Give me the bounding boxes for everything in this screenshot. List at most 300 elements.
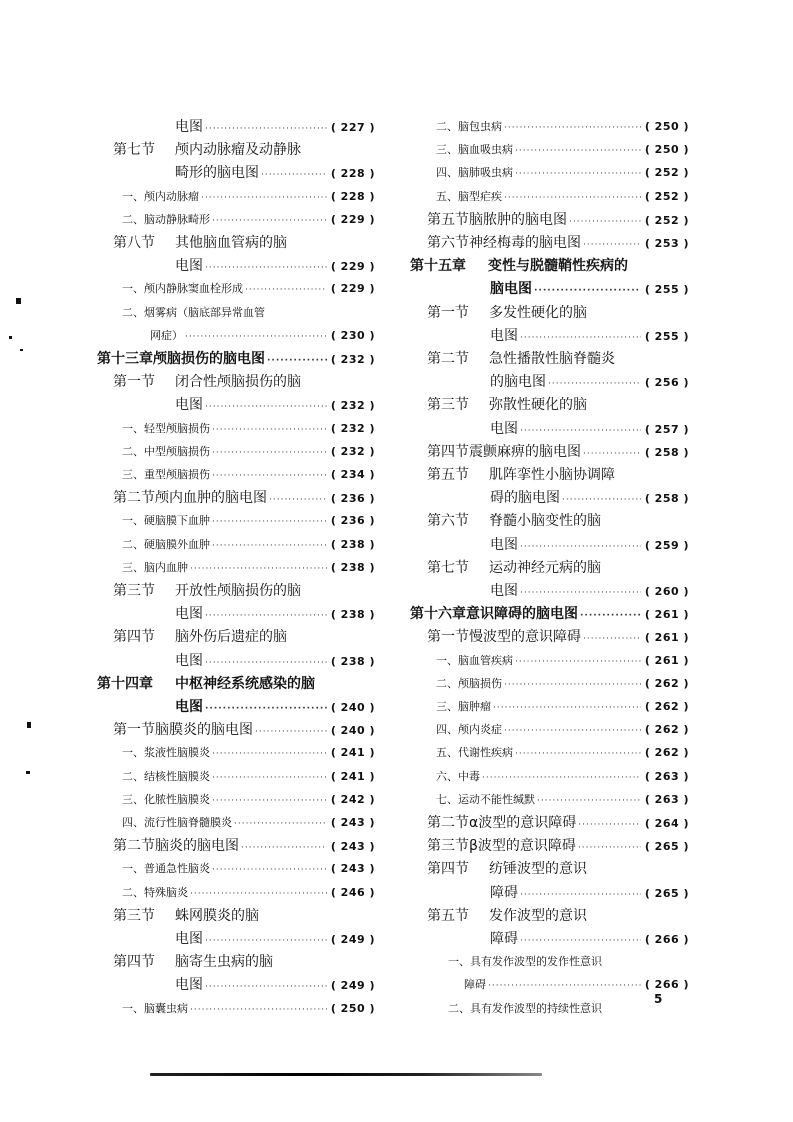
toc-leader-dots [212, 466, 327, 486]
toc-entry-title: 一、颅内静脉窦血栓形成 [122, 282, 243, 296]
toc-entry [427, 233, 689, 253]
toc-leader-dots [205, 258, 327, 278]
toc-page-ref: ( 250 ) [644, 120, 689, 133]
toc-entry [122, 303, 375, 323]
toc-entry-title: 三、脑内血肿 [122, 560, 188, 574]
toc-page-ref: ( 263 ) [644, 769, 689, 783]
toc-entry-title: 电图 [490, 536, 518, 553]
toc-page-ref: ( 253 ) [644, 237, 689, 250]
toc-entry-label: 第七节 [427, 559, 469, 576]
toc-entry-title: 多发性硬化的脑 [489, 304, 587, 321]
toc-entry [436, 743, 689, 763]
toc-entry-title: 震颤麻痹的脑电图 [469, 443, 581, 460]
toc-entry-title: 二、硬脑膜外血肿 [122, 537, 210, 551]
toc-page-ref: ( 242 ) [330, 792, 375, 806]
toc-page-ref: ( 250 ) [330, 1001, 375, 1015]
toc-entry [175, 975, 375, 995]
toc-page-ref: ( 236 ) [330, 514, 375, 528]
toc-page-ref: ( 257 ) [644, 422, 689, 436]
toc-leader-dots [212, 744, 327, 764]
toc-leader-dots [515, 744, 641, 764]
toc-leader-dots [504, 675, 641, 695]
toc-entry-title: 电图 [175, 699, 203, 715]
toc-entry [436, 697, 689, 717]
toc-entry-label: 第二节 [113, 838, 155, 855]
toc-page-ref: ( 241 ) [330, 769, 375, 783]
toc-page-ref: ( 250 ) [644, 143, 689, 157]
toc-entry-label: 第六节 [427, 235, 469, 251]
toc-entry [122, 442, 375, 462]
toc-entry-title: 一、脑血管疾病 [436, 653, 513, 667]
toc-entry-title: 颅脑损伤的脑电图 [153, 351, 265, 367]
toc-entry [490, 535, 689, 555]
toc-entry-title: 电图 [490, 583, 518, 599]
toc-leader-dots [185, 327, 327, 347]
toc-page-ref: ( 256 ) [644, 376, 689, 390]
toc-page-ref: ( 260 ) [644, 585, 689, 598]
toc-entry-title: 二、脑包虫病 [436, 120, 502, 133]
toc-entry-title: 畸形的脑电图 [175, 165, 259, 182]
toc-leader-dots [534, 281, 641, 301]
scan-speck [26, 771, 30, 774]
toc-leader-dots [515, 141, 641, 161]
toc-entry [175, 697, 375, 717]
toc-leader-dots [212, 443, 327, 463]
toc-leader-dots [548, 374, 641, 394]
toc-entry-label: 第一节 [113, 374, 155, 391]
toc-entry-title: 三、化脓性脑膜炎 [122, 792, 210, 806]
toc-leader-dots [520, 583, 641, 603]
toc-entry [436, 651, 689, 671]
toc-entry-title: 三、脑肿瘤 [436, 700, 491, 713]
toc-entry-title: 二、特殊脑炎 [122, 885, 188, 899]
toc-page-ref: ( 229 ) [330, 260, 375, 274]
toc-entry-title: 发作波型的意识 [489, 907, 587, 924]
toc-entry-label: 第一节 [427, 304, 469, 321]
toc-entry-label: 第十五章 [410, 258, 466, 275]
toc-leader-dots [205, 699, 327, 719]
toc-page-ref: ( 266 ) [644, 933, 689, 946]
toc-page-ref: ( 252 ) [644, 213, 689, 227]
toc-entry-label: 第三节 [113, 907, 155, 924]
toc-entry-title: 二、烟雾病（脑底部异常血管 [122, 305, 265, 319]
toc-entry-title: 脑电图 [490, 281, 532, 298]
toc-entry [436, 117, 689, 137]
toc-page-ref: ( 258 ) [644, 492, 689, 506]
toc-page-ref: ( 236 ) [330, 492, 375, 506]
toc-leader-dots [205, 653, 327, 673]
toc-entry-title: 二、中型颅脑损伤 [122, 444, 210, 458]
toc-leader-dots [267, 351, 327, 371]
toc-entry-title: 障碍 [490, 931, 518, 947]
toc-page-ref: ( 238 ) [330, 560, 375, 574]
toc-page-ref: ( 232 ) [330, 353, 375, 366]
toc-entry-label: 第五节 [427, 907, 469, 924]
toc-entry-title: 网症） [150, 328, 183, 342]
toc-entry [175, 604, 375, 624]
toc-entry-label: 第二节 [113, 490, 155, 507]
toc-entry-label: 第二节 [427, 351, 469, 367]
toc-entry [122, 883, 375, 903]
toc-leader-dots [190, 884, 327, 904]
toc-entry-title: 脑膜炎的脑电图 [155, 722, 253, 739]
toc-entry-title: 中枢神经系统感染的脑 [175, 675, 315, 692]
toc-leader-dots [205, 977, 327, 997]
toc-entry-title: 其他脑血管病的脑 [175, 235, 287, 251]
toc-leader-dots [520, 885, 641, 905]
toc-leader-dots [201, 188, 327, 208]
toc-leader-dots [583, 629, 641, 649]
toc-entry-title: 四、流行性脑脊髓膜炎 [122, 816, 232, 829]
toc-entry [113, 627, 375, 647]
toc-leader-dots [190, 559, 327, 579]
toc-leader-dots [583, 235, 641, 255]
toc-page-ref: ( 258 ) [644, 445, 689, 459]
toc-entry [113, 233, 375, 253]
toc-entry-title: 电图 [175, 606, 203, 623]
toc-entry-label: 第三节 [113, 583, 155, 599]
toc-leader-dots [241, 838, 327, 858]
toc-entry-title: 电图 [175, 652, 203, 669]
toc-page-ref: ( 261 ) [644, 653, 689, 667]
toc-entry [122, 999, 375, 1019]
toc-leader-dots [255, 722, 327, 742]
toc-entry [427, 836, 689, 856]
toc-entry [427, 349, 689, 369]
toc-entry-title: 电图 [175, 119, 203, 135]
toc-leader-dots [520, 537, 641, 557]
toc-entry-title: 三、重型颅脑损伤 [122, 468, 210, 481]
toc-page-ref: ( 243 ) [330, 840, 375, 854]
toc-leader-dots [261, 165, 327, 185]
toc-entry [436, 790, 689, 810]
toc-entry-title: 障碍 [490, 884, 518, 901]
toc-entry-title: 五、代谢性疾病 [436, 746, 513, 760]
toc-leader-dots [562, 490, 641, 510]
toc-leader-dots [515, 652, 641, 672]
toc-entry [113, 836, 375, 856]
toc-entry-label: 第四节 [113, 629, 155, 646]
toc-entry [436, 187, 689, 207]
toc-entry [436, 163, 689, 183]
toc-entry-label: 第十四章 [97, 675, 153, 692]
toc-leader-dots [493, 698, 641, 718]
toc-entry [490, 883, 689, 903]
toc-entry-label: 第二节 [427, 815, 469, 831]
toc-entry [410, 604, 689, 624]
toc-entry [150, 326, 375, 346]
toc-entry-title: 七、运动不能性缄默 [436, 792, 535, 806]
toc-entry [410, 256, 689, 276]
toc-entry-title: 二、结核性脑膜炎 [122, 769, 210, 783]
toc-entry-label: 第六节 [427, 513, 469, 530]
toc-leader-dots [569, 212, 641, 232]
toc-leader-dots [578, 838, 641, 858]
toc-page-ref: ( 240 ) [330, 701, 375, 714]
toc-entry-label: 第五节 [427, 211, 469, 228]
toc-leader-dots [515, 164, 641, 184]
toc-entry [436, 767, 689, 787]
toc-page-ref: ( 240 ) [330, 724, 375, 738]
toc-entry-label: 第三节 [427, 397, 469, 414]
toc-entry [122, 743, 375, 763]
toc-leader-dots [504, 188, 641, 208]
toc-entry [97, 674, 375, 694]
toc-page-ref: ( 234 ) [330, 468, 375, 481]
toc-entry-title: 纺锤波型的意识 [489, 861, 587, 878]
toc-entry [175, 256, 375, 276]
toc-page-ref: ( 246 ) [330, 885, 375, 899]
toc-entry [427, 210, 689, 230]
toc-leader-dots [234, 814, 327, 834]
toc-entry [122, 511, 375, 531]
toc-leader-dots [520, 421, 641, 441]
toc-entry [122, 535, 375, 555]
toc-entry-title: 六、中毒 [436, 769, 480, 783]
toc-entry [113, 906, 375, 926]
toc-entry-label: 第七节 [113, 142, 155, 159]
toc-entry [113, 140, 375, 160]
toc-entry-title: 二、颅脑损伤 [436, 676, 502, 690]
toc-page-ref: ( 241 ) [330, 746, 375, 760]
toc-page-ref: ( 228 ) [330, 189, 375, 203]
toc-entry [436, 140, 689, 160]
toc-entry [490, 326, 689, 346]
toc-entry [175, 651, 375, 671]
toc-page-ref: ( 255 ) [644, 329, 689, 343]
toc-entry-title: α波型的意识障碍 [469, 815, 577, 831]
toc-leader-dots [269, 490, 327, 510]
toc-leader-dots [205, 931, 327, 951]
toc-entry [113, 372, 375, 392]
toc-entry-title: 肌阵挛性小脑协调障 [489, 467, 615, 483]
toc-entry-title: 一、轻型颅脑损伤 [122, 421, 210, 435]
toc-page-ref: ( 243 ) [330, 816, 375, 829]
toc-entry [427, 558, 689, 578]
toc-entry-title: 的脑电图 [490, 374, 546, 391]
toc-entry-title: 电图 [175, 397, 203, 414]
toc-page-ref: ( 227 ) [330, 121, 375, 134]
toc-leader-dots [245, 280, 327, 300]
toc-entry-title: 颅内动脉瘤及动静脉 [175, 142, 301, 159]
toc-leader-dots [205, 119, 327, 139]
toc-entry-title: 闭合性颅脑损伤的脑 [175, 374, 301, 391]
toc-page-ref: ( 264 ) [644, 817, 689, 830]
toc-entry-title: 开放性颅脑损伤的脑 [175, 583, 301, 599]
toc-entry [490, 488, 689, 508]
toc-page-ref: ( 259 ) [644, 538, 689, 552]
toc-leader-dots [212, 211, 327, 231]
toc-leader-dots [212, 536, 327, 556]
toc-leader-dots [578, 815, 641, 835]
toc-leader-dots [205, 606, 327, 626]
toc-page-ref: ( 243 ) [330, 862, 375, 876]
toc-entry [175, 117, 375, 137]
toc-entry-title: 脑炎的脑电图 [155, 838, 239, 855]
toc-entry-title: 一、硬脑膜下血肿 [122, 514, 210, 528]
toc-page-ref: ( 230 ) [330, 328, 375, 342]
toc-leader-dots [583, 444, 641, 464]
toc-page-ref: ( 265 ) [644, 840, 689, 854]
toc-leader-dots [212, 860, 327, 880]
toc-entry-label: 第十三章 [97, 351, 153, 367]
toc-entry [122, 187, 375, 207]
toc-leader-dots [482, 768, 641, 788]
toc-entry [175, 395, 375, 415]
scan-speck [16, 298, 21, 304]
toc-leader-dots [205, 397, 327, 417]
toc-entry-title: 弥散性硬化的脑 [489, 397, 587, 414]
toc-entry-title: 神经梅毒的脑电图 [469, 235, 581, 251]
toc-leader-dots [504, 721, 641, 741]
toc-page-ref: ( 249 ) [330, 933, 375, 946]
scan-speck [27, 722, 31, 728]
toc-page-ref: ( 249 ) [330, 979, 375, 993]
toc-leader-dots [537, 791, 641, 811]
toc-entry [97, 349, 375, 369]
toc-page-ref: ( 229 ) [330, 212, 375, 226]
toc-entry [490, 929, 689, 949]
toc-entry-title: 电图 [175, 977, 203, 994]
toc-page-ref: ( 262 ) [644, 723, 689, 737]
toc-entry-label: 第十六章 [410, 606, 466, 623]
toc-entry [448, 999, 689, 1019]
toc-page-ref: ( 252 ) [644, 166, 689, 180]
toc-entry-label: 第八节 [113, 235, 155, 251]
toc-entry-label: 第四节 [427, 443, 469, 460]
toc-page-ref: ( 265 ) [644, 886, 689, 900]
toc-entry-title: 障碍 [464, 978, 486, 992]
toc-entry [427, 465, 689, 485]
toc-entry [175, 163, 375, 183]
toc-page-ref: ( 262 ) [644, 676, 689, 690]
toc-entry-title: 运动神经元病的脑 [489, 559, 601, 576]
toc-entry-title: 四、颅内炎症 [436, 723, 502, 737]
toc-entry-title: 电图 [490, 327, 518, 344]
toc-entry [122, 279, 375, 299]
toc-entry-title: 三、脑血吸虫病 [436, 143, 513, 157]
toc-entry [436, 720, 689, 740]
toc-leader-dots [520, 328, 641, 348]
toc-entry [122, 558, 375, 578]
toc-page-ref: ( 262 ) [644, 746, 689, 760]
toc-entry-title: 脑脓肿的脑电图 [469, 211, 567, 228]
toc-entry [436, 674, 689, 694]
toc-entry [490, 419, 689, 439]
toc-entry [427, 813, 689, 833]
toc-entry [427, 442, 689, 462]
toc-entry [448, 952, 689, 972]
toc-entry-title: 变性与脱髓鞘性疾病的 [488, 258, 628, 275]
toc-entry-label: 第五节 [427, 467, 469, 483]
toc-leader-dots [190, 1000, 327, 1020]
toc-page-ref: ( 266 ) [644, 978, 689, 992]
toc-page-ref: ( 232 ) [330, 399, 375, 413]
toc-entry-title: 脑外伤后遗症的脑 [175, 629, 287, 646]
toc-entry-title: 电图 [175, 931, 203, 947]
toc-entry-title: 一、具有发作波型的发作性意识 [448, 955, 602, 969]
toc-entry-title: 一、脑囊虫病 [122, 1001, 188, 1015]
toc-entry [122, 465, 375, 485]
scan-bottom-rule [150, 1073, 542, 1076]
toc-entry [490, 372, 689, 392]
toc-entry-label: 第一节 [427, 629, 469, 646]
toc-entry-label: 第一节 [113, 722, 155, 739]
toc-page-ref: ( 255 ) [644, 283, 689, 297]
toc-leader-dots [520, 931, 641, 951]
toc-entry-title: 一、浆液性脑膜炎 [122, 746, 210, 760]
toc-leader-dots [212, 512, 327, 532]
toc-entry [427, 511, 689, 531]
toc-entry [175, 929, 375, 949]
toc-entry-label: 第三节 [427, 838, 469, 855]
toc-entry [490, 581, 689, 601]
toc-entry-title: 二、脑动静脉畸形 [122, 212, 210, 226]
toc-leader-dots [212, 791, 327, 811]
toc-entry [113, 720, 375, 740]
toc-page-ref: ( 229 ) [330, 282, 375, 296]
toc-page-ref: ( 232 ) [330, 421, 375, 435]
toc-page-ref: ( 238 ) [330, 537, 375, 551]
toc-entry-title: 电图 [175, 258, 203, 275]
toc-entry [427, 859, 689, 879]
scan-speck [9, 336, 12, 339]
scan-speck [20, 349, 23, 351]
toc-page-ref: ( 261 ) [644, 608, 689, 622]
toc-entry-title: 一、普通急性脑炎 [122, 862, 210, 876]
toc-page-ref: ( 262 ) [644, 700, 689, 713]
toc-entry [122, 767, 375, 787]
toc-entry [113, 581, 375, 601]
toc-entry-label: 第四节 [427, 861, 469, 878]
toc-entry-title: 四、脑肺吸虫病 [436, 166, 513, 180]
toc-entry [427, 906, 689, 926]
toc-entry [113, 952, 375, 972]
toc-entry-label: 第四节 [113, 954, 155, 971]
toc-entry [427, 627, 689, 647]
toc-entry-title: 二、具有发作波型的持续性意识 [448, 1001, 602, 1015]
toc-leader-dots [504, 118, 641, 138]
toc-page-ref: ( 261 ) [644, 631, 689, 645]
toc-entry [113, 488, 375, 508]
toc-entry [427, 395, 689, 415]
toc-entry-title: 脑寄生虫病的脑 [175, 954, 273, 971]
toc-entry [490, 279, 689, 299]
toc-page-ref: ( 232 ) [330, 444, 375, 458]
toc-entry-title: 脊髓小脑变性的脑 [489, 513, 601, 530]
toc-entry-title: 蛛网膜炎的脑 [175, 907, 259, 924]
toc-entry-title: 五、脑型疟疾 [436, 189, 502, 203]
toc-page-ref: ( 263 ) [644, 792, 689, 806]
toc-leader-dots [212, 768, 327, 788]
toc-page-ref: ( 238 ) [330, 654, 375, 668]
toc-entry-title: 急性播散性脑脊髓炎 [489, 351, 615, 367]
toc-leader-dots [488, 976, 641, 996]
toc-entry [122, 419, 375, 439]
toc-entry-title: 一、颅内动脉瘤 [122, 189, 199, 203]
toc-page-ref: ( 238 ) [330, 608, 375, 622]
toc-page-ref: ( 252 ) [644, 189, 689, 203]
toc-entry [122, 210, 375, 230]
toc-entry-title: 碍的脑电图 [490, 490, 560, 507]
toc-entry-title: β波型的意识障碍 [469, 838, 576, 855]
toc-entry-title: 慢波型的意识障碍 [469, 629, 581, 646]
toc-entry [427, 303, 689, 323]
toc-entry-title: 颅内血肿的脑电图 [155, 490, 267, 507]
toc-leader-dots [212, 420, 327, 440]
toc-entry [122, 813, 375, 833]
toc-entry-title: 电图 [490, 420, 518, 437]
